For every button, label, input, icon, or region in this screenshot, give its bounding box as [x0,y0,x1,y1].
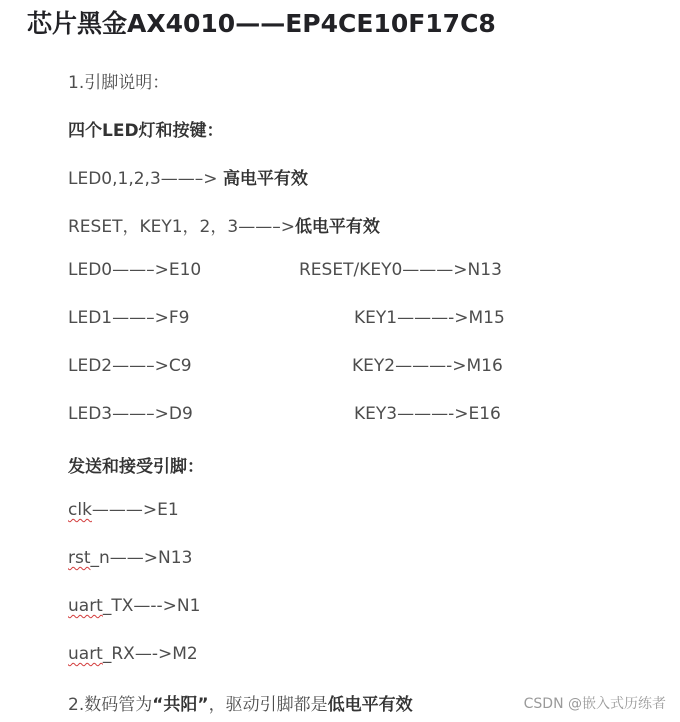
pin-row-led0: LED0——–>E10 [68,260,202,280]
led-level-text: LED0,1,2,3——–> [68,169,223,189]
led-key-heading: 四个LED灯和按键： [68,121,224,141]
pin-row-key2: KEY2———->M16 [352,356,503,376]
uart-pin-tx [68,596,200,616]
pin-name-n: n [99,548,110,568]
uart-pin-rst [68,548,192,568]
led-level-strong: 高电平有效 [222,169,308,189]
pin-row-led3: LED3——–>D9 [68,404,193,424]
csdn-watermark: CSDN @嵌入式历练者 [524,693,666,713]
pin-row-key0: RESET/KEY0———>N13 [299,260,502,280]
page-title: 芯片黑金AX4010——EP4CE10F17C8 [27,9,496,38]
section-2-strong-common-anode: “共阳” [152,695,209,715]
reset-level-text: RESET，KEY1，2，3——–> [68,217,295,237]
pin-mapping-rx: _RX—->M2 [102,644,198,664]
uart-heading: 发送和接受引脚： [68,457,204,477]
pin-mapping-rst: ——>N13 [109,548,193,568]
pin-name-rst: rst [68,548,91,568]
uart-pin-rx [68,644,198,664]
pin-name-clk: clk [68,500,92,520]
pin-mapping-clk: ———>E1 [91,500,179,520]
pin-name-uart-rx: uart [68,644,103,664]
uart-pin-clk [68,500,179,520]
pin-row-key3: KEY3———->E16 [354,404,501,424]
section-2-prefix: 2.数码管为 [68,695,153,715]
pin-mapping-tx: _TX—-->N1 [102,596,201,616]
pin-row-key1: KEY1———->M15 [354,308,505,328]
pin-underscore-rst: _ [90,548,100,568]
reset-level-strong: 低电平有效 [294,217,380,237]
pin-name-uart-tx: uart [68,596,103,616]
section-2-middle: ，驱动引脚都是 [208,695,328,715]
reset-level-line [68,212,380,237]
led-level-line [68,164,308,189]
section-2-line [68,690,413,715]
pin-row-led1: LED1——–>F9 [68,308,190,328]
section-2-strong-low-active: 低电平有效 [327,695,413,715]
pin-row-led2: LED2——–>C9 [68,356,192,376]
section-1-heading: 1.引脚说明： [68,73,170,93]
